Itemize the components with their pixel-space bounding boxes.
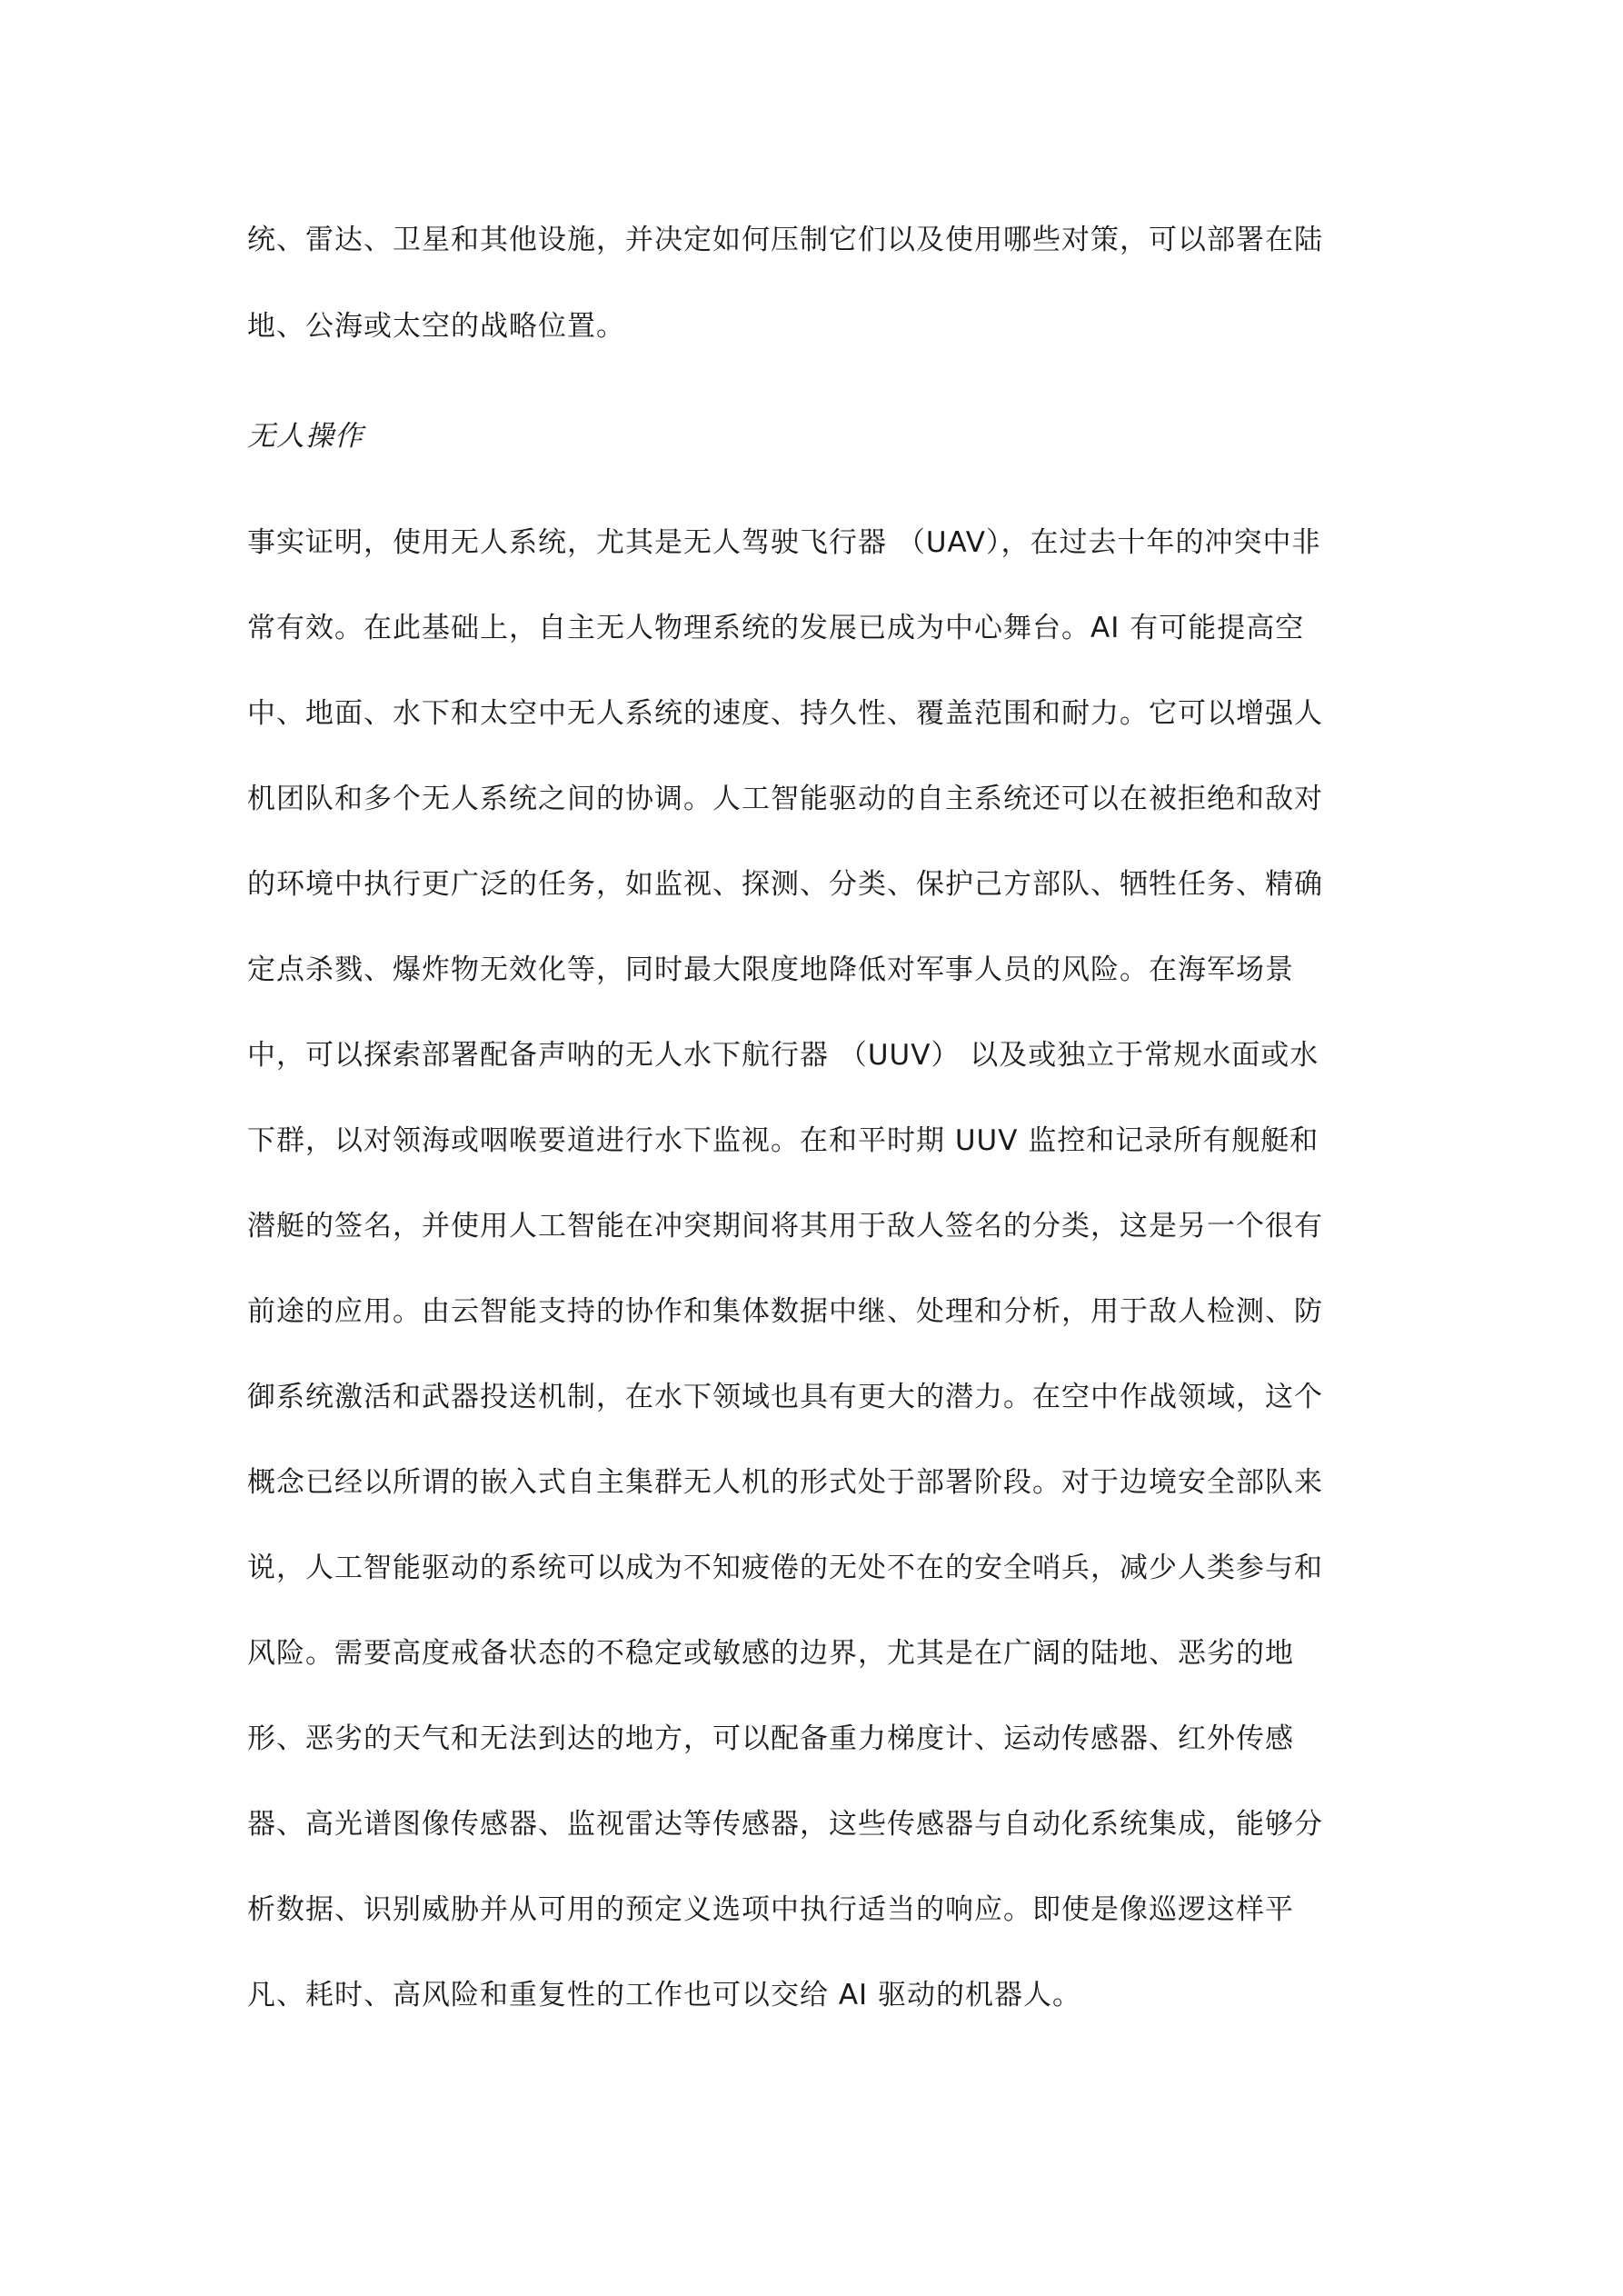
text-line: 事实证明，使用无人系统，尤其是无人驾驶飞行器 （UAV），在过去十年的冲突中非 (247, 526, 1321, 559)
text-line: 器、高光谱图像传感器、监视雷达等传感器，这些传感器与自动化系统集成，能够分 (247, 1808, 1323, 1841)
text-line: 前途的应用。由云智能支持的协作和集体数据中继、处理和分析，用于敌人检测、防 (247, 1295, 1323, 1328)
text-line: 地、公海或太空的战略位置。 (247, 310, 625, 343)
text-line: 下群，以对领海或咽喉要道进行水下监视。在和平时期 UUV 监控和记录所有舰艇和 (247, 1124, 1319, 1157)
text-line: 常有效。在此基础上，自主无人物理系统的发展已成为中心舞台。AI 有可能提高空 (247, 612, 1305, 644)
text-line: 中、地面、水下和太空中无人系统的速度、持久性、覆盖范围和耐力。它可以增强人 (247, 697, 1323, 730)
text-line: 定点杀戮、爆炸物无效化等，同时最大限度地降低对军事人员的风险。在海军场景 (247, 953, 1294, 986)
text-line: 机团队和多个无人系统之间的协调。人工智能驱动的自主系统还可以在被拒绝和敌对 (247, 783, 1323, 815)
text-line: 形、恶劣的天气和无法到达的地方，可以配备重力梯度计、运动传感器、红外传感 (247, 1722, 1294, 1755)
text-line: 御系统激活和武器投送机制，在水下领域也具有更大的潜力。在空中作战领域，这个 (247, 1381, 1323, 1413)
text-line: 凡、耗时、高风险和重复性的工作也可以交给 AI 驱动的机器人。 (247, 1979, 1082, 2011)
text-line: 析数据、识别威胁并从可用的预定义选项中执行适当的响应。即使是像巡逻这样平 (247, 1893, 1294, 1926)
text-line: 的环境中执行更广泛的任务，如监视、探测、分类、保护己方部队、牺牲任务、精确 (247, 868, 1323, 901)
text-line: 风险。需要高度戒备状态的不稳定或敏感的边界，尤其是在广阔的陆地、恶劣的地 (247, 1637, 1294, 1670)
text-line: 说，人工智能驱动的系统可以成为不知疲倦的无处不在的安全哨兵，减少人类参与和 (247, 1552, 1323, 1584)
text-line: 中，可以探索部署配备声呐的无人水下航行器 （UUV） 以及或独立于常规水面或水 (247, 1039, 1319, 1072)
text-line: 概念已经以所谓的嵌入式自主集群无人机的形式处于部署阶段。对于边境安全部队来 (247, 1466, 1323, 1499)
text-line: 潜艇的签名，并使用人工智能在冲突期间将其用于敌人签名的分类，这是另一个很有 (247, 1210, 1323, 1243)
text-line: 统、雷达、卫星和其他设施，并决定如何压制它们以及使用哪些对策，可以部署在陆 (247, 224, 1323, 256)
section-heading: 无人操作 (247, 420, 363, 453)
